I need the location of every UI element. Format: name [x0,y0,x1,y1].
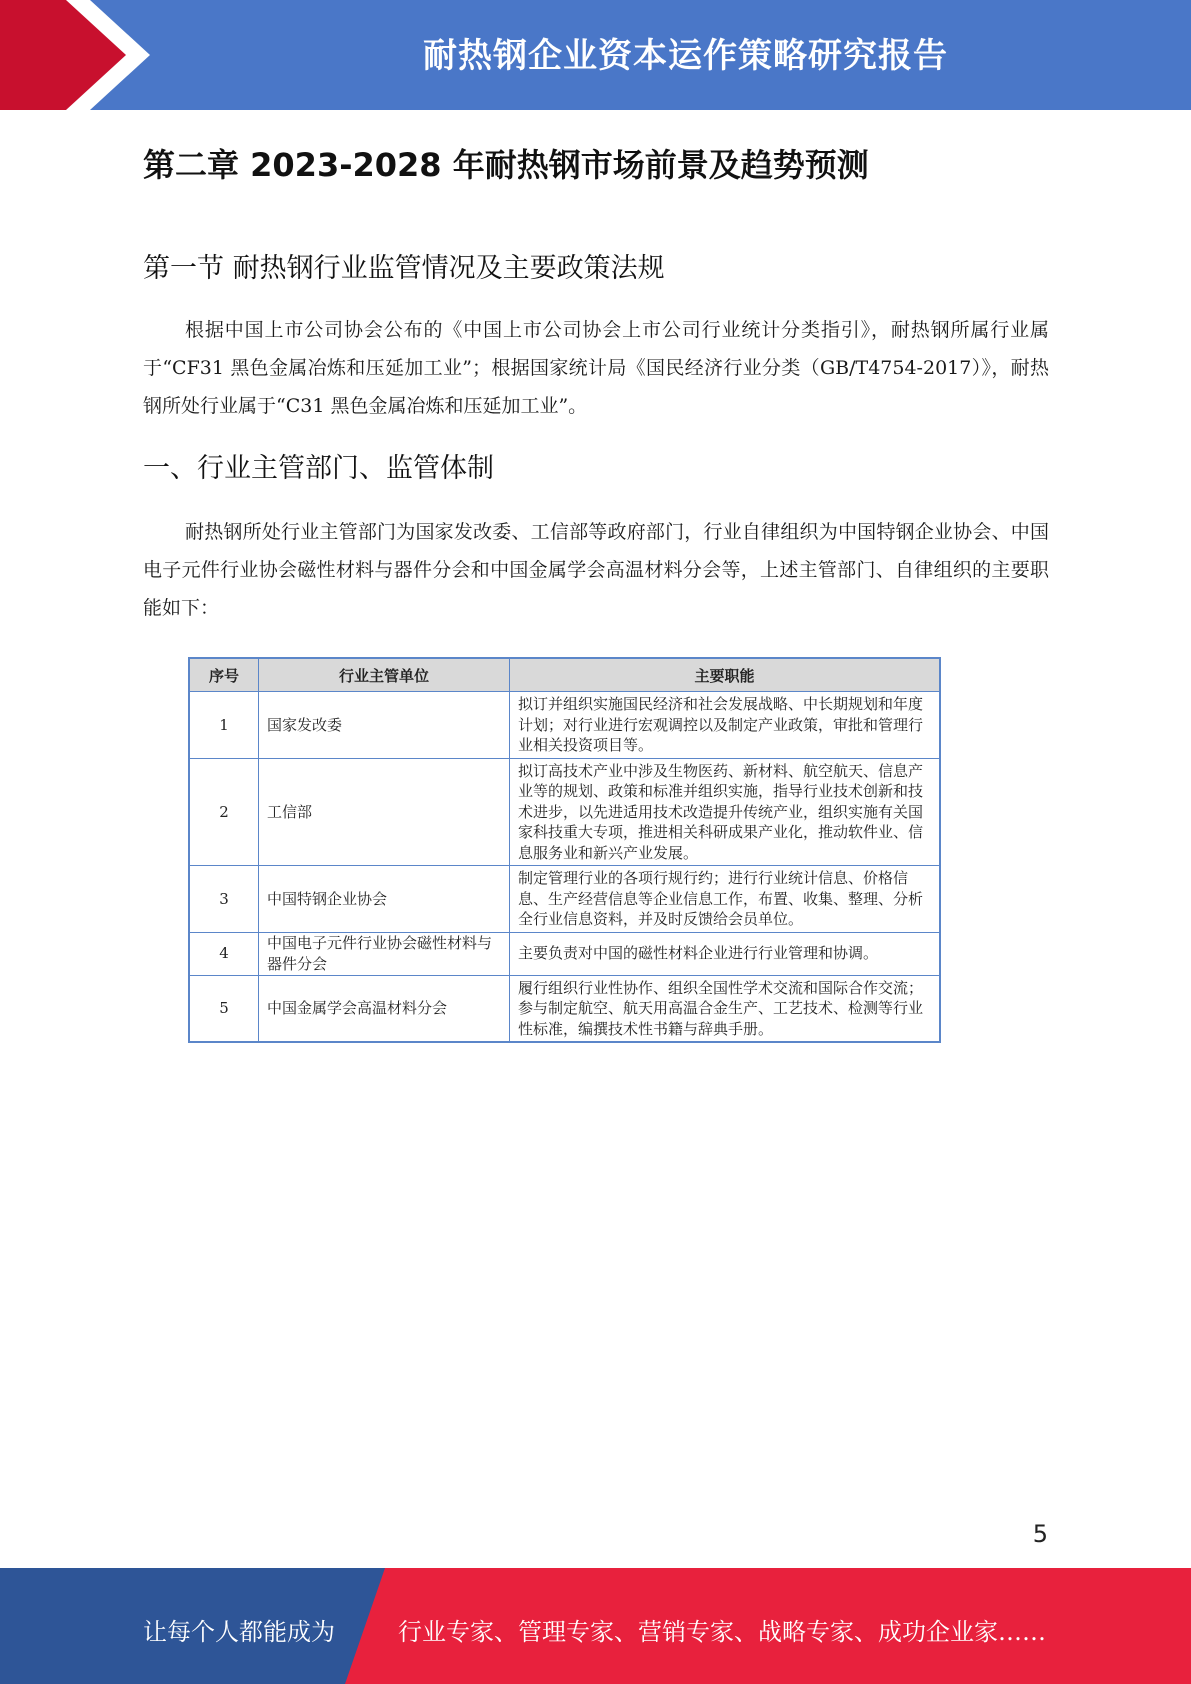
footer-slogan-right: 行业专家、管理专家、营销专家、战略专家、成功企业家…… [398,1618,1046,1646]
row-no: 4 [189,932,259,975]
header-function: 主要职能 [510,658,941,692]
table-row [189,758,940,866]
paragraph-industry-classification: 根据中国上市公司协会公布的《中国上市公司协会上市公司行业统计分类指引》，耐热钢所属行业属于“CF31 黑色金属冶炼和压延加工业”；根据国家统计局《国民经济行业分类（GB/T4754-2017）》，耐热钢所处行业属于“C31 黑色金属冶炼和压延加工业”。 [143,319,1049,417]
row-no: 2 [189,758,259,866]
header-no: 序号 [189,658,259,692]
section-title: 第一节 耐热钢行业监管情况及主要政策法规 [143,253,665,284]
row-function: 主要负责对中国的磁性材料企业进行行业管理和协调。 [510,932,941,975]
row-function: 制定管理行业的各项行规行约；进行行业统计信息、价格信息、生产经营信息等企业信息工作，布置、收集、整理、分析全行业信息资料，并及时反馈给会员单位。 [510,866,941,933]
subsection-title: 一、行业主管部门、监管体制 [143,453,494,484]
regulators-table [188,657,941,1043]
footer-banner [0,1568,1191,1684]
table-header-row [189,658,940,692]
header-banner [0,0,1191,110]
row-unit: 国家发改委 [259,692,510,759]
row-function: 拟订高技术产业中涉及生物医药、新材料、航空航天、信息产业等的规划、政策和标准并组织实施，指导行业技术创新和技术进步，以先进适用技术改造提升传统产业，组织实施有关国家科技重大专项，推进相关科研成果产业化，推动软件业、信息服务业和新兴产业发展。 [510,758,941,866]
paragraph-regulators: 耐热钢所处行业主管部门为国家发改委、工信部等政府部门，行业自律组织为中国特钢企业协会、中国电子元件行业协会磁性材料与器件分会和中国金属学会高温材料分会等，上述主管部门、自律组织的主要职能如下： [143,521,1049,619]
row-unit: 工信部 [259,758,510,866]
row-unit: 中国特钢企业协会 [259,866,510,933]
table-row [189,975,940,1042]
row-no: 5 [189,975,259,1042]
page-number: 5 [1032,1520,1048,1548]
table-row [189,692,940,759]
header-unit: 行业主管单位 [259,658,510,692]
table-row [189,932,940,975]
footer-slogan-left: 让每个人都能成为 [143,1618,335,1646]
row-no: 1 [189,692,259,759]
row-no: 3 [189,866,259,933]
row-function: 履行组织行业性协作、组织全国性学术交流和国际合作交流；参与制定航空、航天用高温合金生产、工艺技术、检测等行业性标准，编撰技术性书籍与辞典手册。 [510,975,941,1042]
row-unit: 中国金属学会高温材料分会 [259,975,510,1042]
chapter-title: 第二章 2023-2028 年耐热钢市场前景及趋势预测 [143,146,869,184]
row-unit: 中国电子元件行业协会磁性材料与器件分会 [259,932,510,975]
row-function: 拟订并组织实施国民经济和社会发展战略、中长期规划和年度计划；对行业进行宏观调控以及制定产业政策，审批和管理行业相关投资项目等。 [510,692,941,759]
table-row [189,866,940,933]
report-title: 耐热钢企业资本运作策略研究报告 [423,36,948,76]
